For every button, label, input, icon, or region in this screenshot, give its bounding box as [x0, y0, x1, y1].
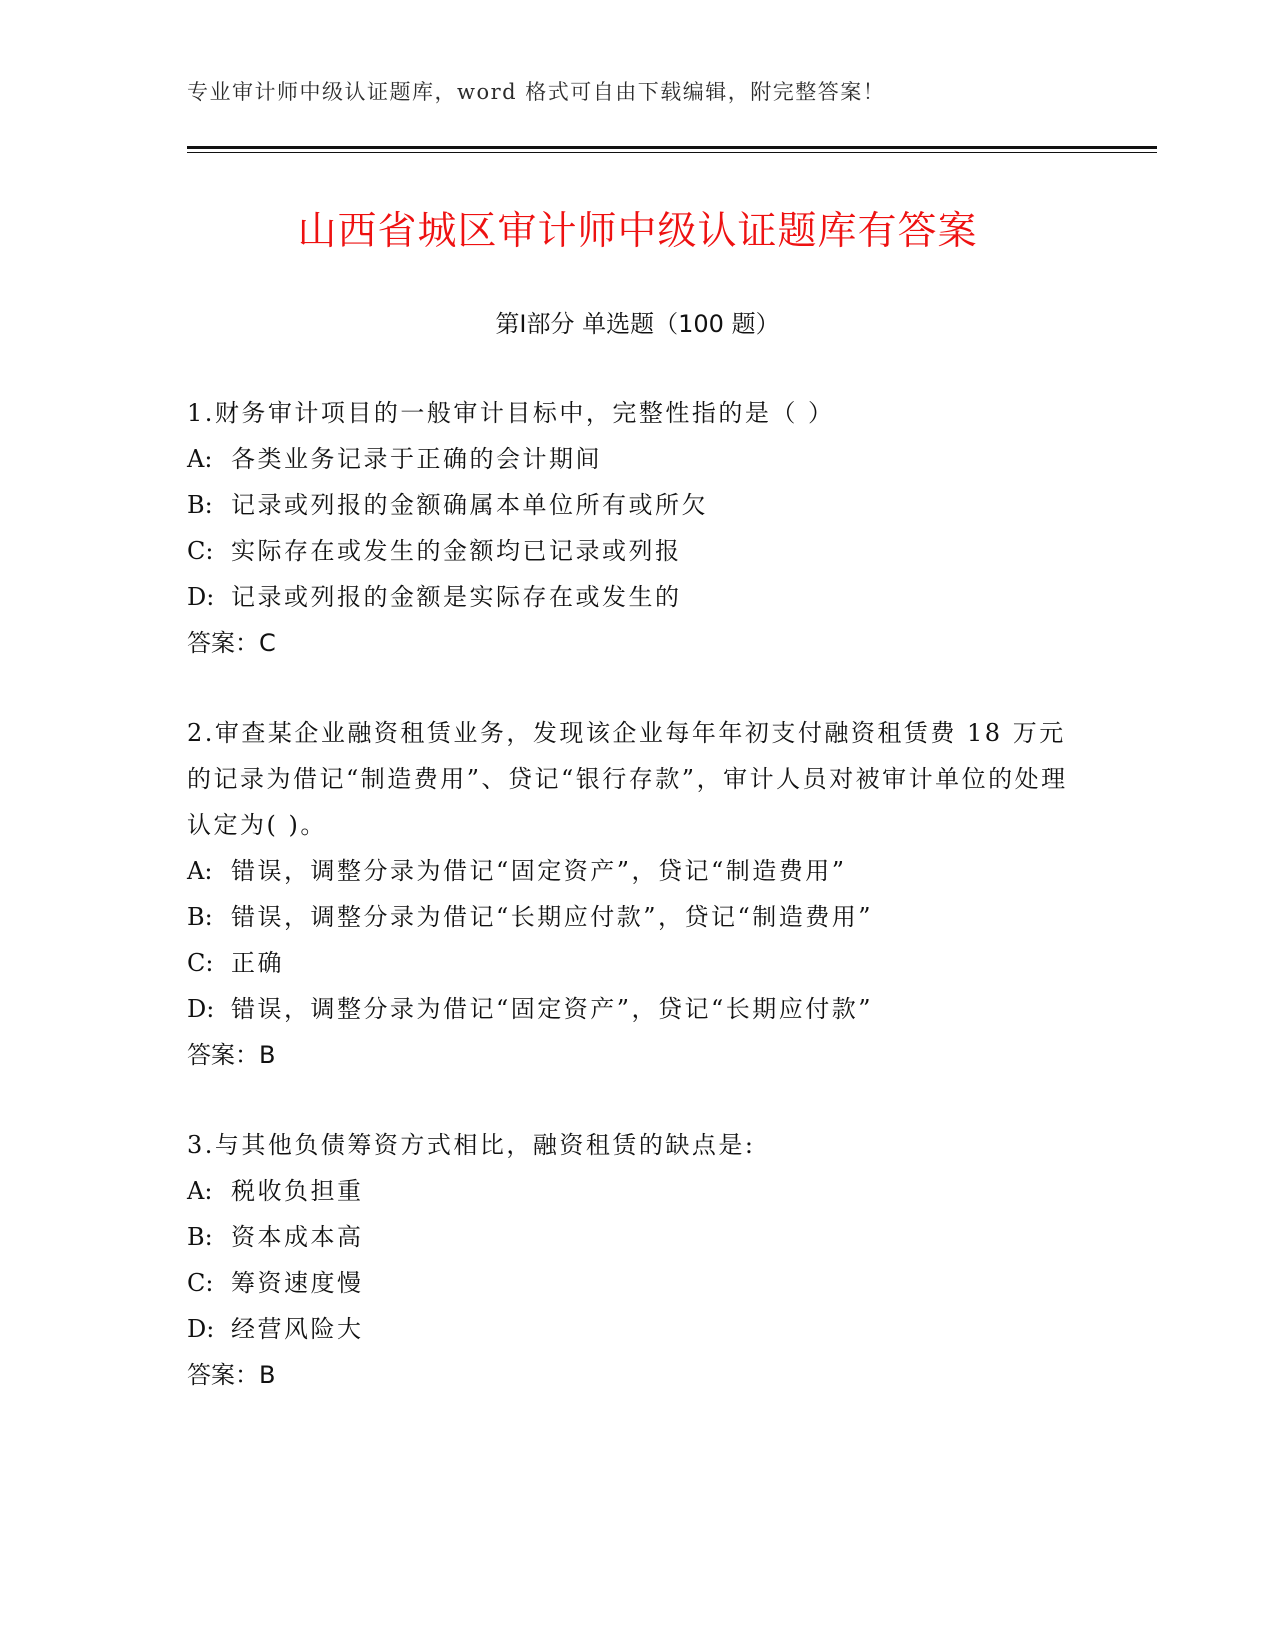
header-note: 专业审计师中级认证题库，word 格式可自由下载编辑，附完整答案！	[187, 80, 886, 104]
option-a	[187, 1168, 1087, 1214]
option-d	[187, 986, 1087, 1032]
option-text: 错误，调整分录为借记“长期应付款”，贷记“制造费用”	[231, 903, 874, 931]
question-2	[187, 710, 1087, 1078]
option-text: 错误，调整分录为借记“固定资产”，贷记“长期应付款”	[231, 995, 874, 1023]
option-b	[187, 894, 1087, 940]
option-key: C:	[187, 949, 214, 977]
option-b	[187, 1214, 1087, 1260]
option-a	[187, 848, 1087, 894]
header-rule-thick	[187, 146, 1157, 149]
question-stem: 1.财务审计项目的一般审计目标中，完整性指的是（ ）	[187, 399, 835, 427]
option-d	[187, 1306, 1087, 1352]
option-text: 正确	[231, 949, 284, 977]
option-a	[187, 436, 1087, 482]
question-list	[187, 390, 1087, 1442]
option-key: A:	[187, 857, 213, 885]
option-key: C:	[187, 537, 214, 565]
option-text: 记录或列报的金额是实际存在或发生的	[231, 583, 682, 611]
option-text: 资本成本高	[231, 1223, 364, 1251]
option-key: D:	[187, 1315, 215, 1343]
option-text: 经营风险大	[231, 1315, 364, 1343]
option-text: 错误，调整分录为借记“固定资产”，贷记“制造费用”	[231, 857, 847, 885]
document-title: 山西省城区审计师中级认证题库有答案	[297, 209, 978, 254]
option-key: A:	[187, 445, 213, 473]
answer-line: 答案：B	[187, 1041, 276, 1069]
question-stem: 3.与其他负债筹资方式相比，融资租赁的缺点是:	[187, 1131, 756, 1159]
question-1	[187, 390, 1087, 666]
option-key: D:	[187, 995, 215, 1023]
option-c	[187, 528, 1087, 574]
option-text: 各类业务记录于正确的会计期间	[231, 445, 602, 473]
option-d	[187, 574, 1087, 620]
answer-line: 答案：C	[187, 629, 276, 657]
option-c	[187, 940, 1087, 986]
option-key: B:	[187, 1223, 213, 1251]
question-stem: 2.审查某企业融资租赁业务，发现该企业每年年初支付融资租赁费 18 万元的记录为借记“制造费用”、贷记“银行存款”，审计人员对被审计单位的处理认定为( )。	[187, 719, 1068, 839]
option-c	[187, 1260, 1087, 1306]
answer-line: 答案：B	[187, 1361, 276, 1389]
header-rule-thin	[187, 152, 1157, 153]
option-b	[187, 482, 1087, 528]
option-key: B:	[187, 491, 213, 519]
option-key: C:	[187, 1269, 214, 1297]
option-text: 记录或列报的金额确属本单位所有或所欠	[231, 491, 708, 519]
question-3	[187, 1122, 1087, 1398]
option-text: 税收负担重	[231, 1177, 364, 1205]
option-key: A:	[187, 1177, 213, 1205]
option-text: 筹资速度慢	[231, 1269, 364, 1297]
option-key: B:	[187, 903, 213, 931]
option-key: D:	[187, 583, 215, 611]
section-title: 第Ⅰ部分 单选题（100 题）	[495, 310, 780, 338]
option-text: 实际存在或发生的金额均已记录或列报	[231, 537, 682, 565]
